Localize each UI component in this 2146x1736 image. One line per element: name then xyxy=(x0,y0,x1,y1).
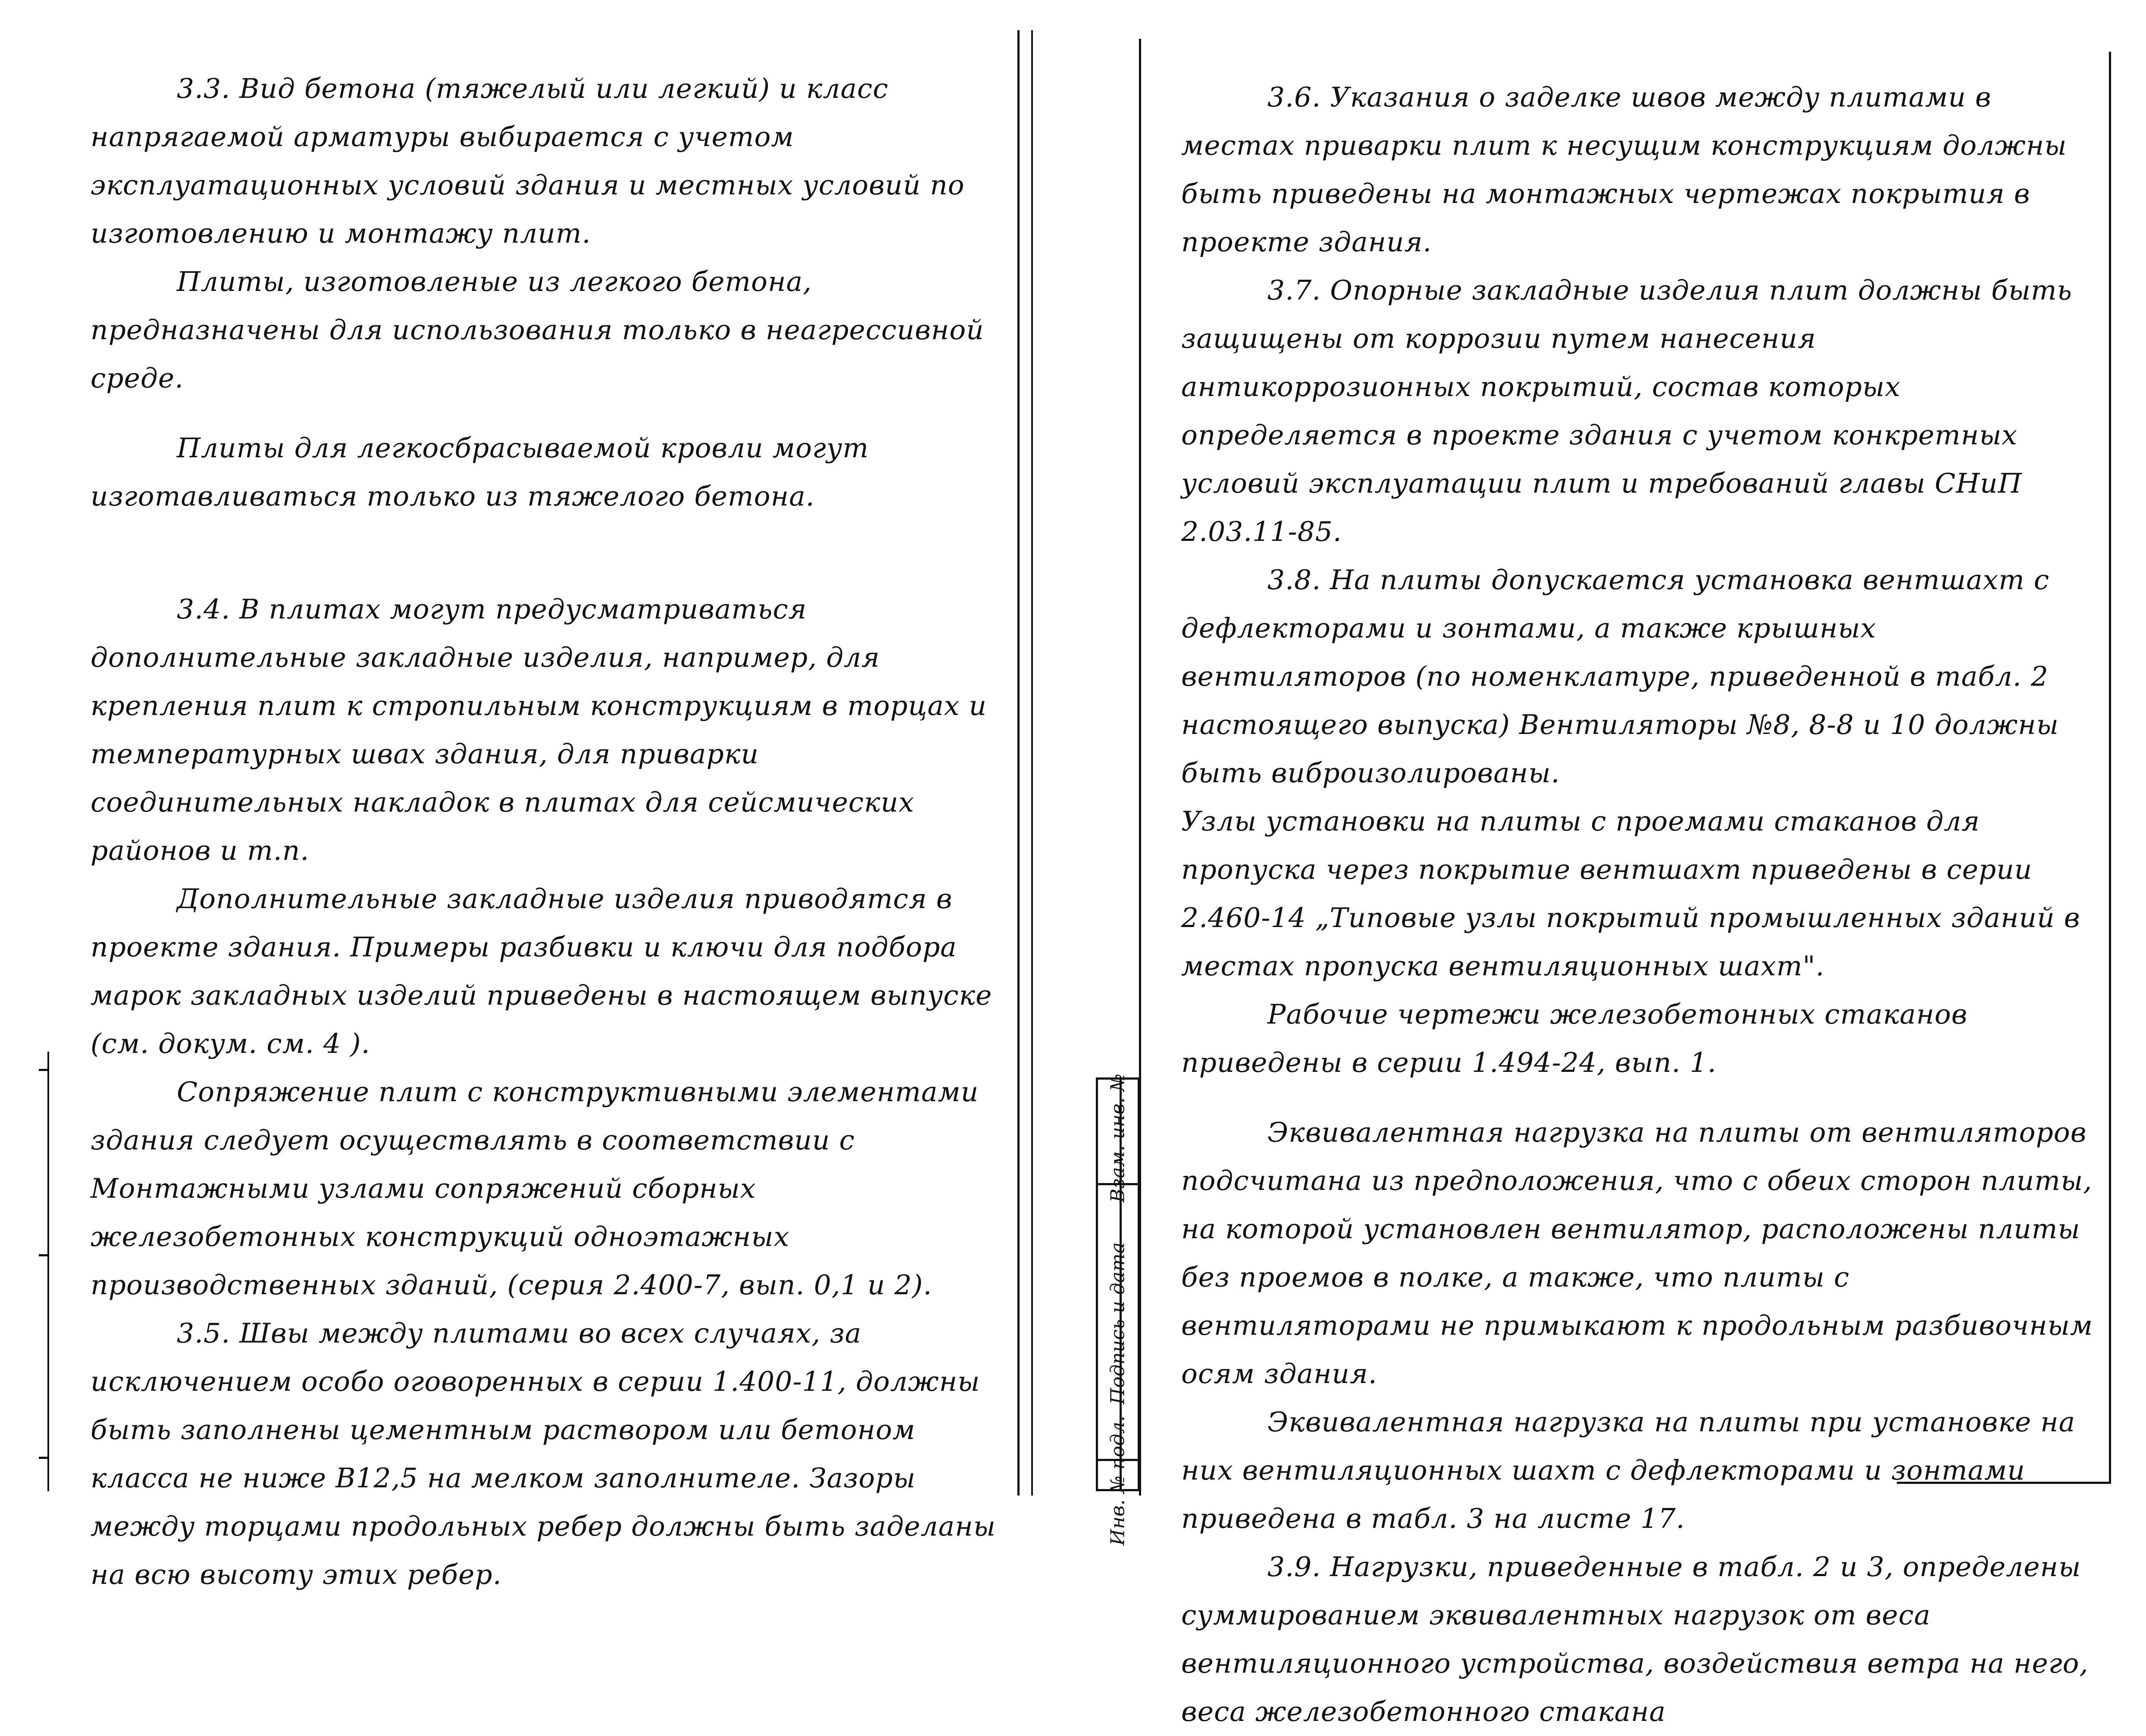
margin-tick xyxy=(39,1457,48,1459)
paragraph-3-8: 3.8. На плиты допускается установка вентшахт с дефлекторами и зонтами, а также крышных вентиляторов (по номенклатуре, приведенной в табл. 2 настоящего выпуска) Вентиляторы №8, 8-8 и 10 должны быть виброизолированы. xyxy=(1181,564,2059,789)
right-page-frame-right xyxy=(2109,52,2111,1483)
left-page-border-outer xyxy=(1031,30,1033,1496)
paragraph-3-9: 3.9. Нагрузки, приведенные в табл. 2 и 3, определены суммированием эквивалентных нагрузок от веса вентиляционного устройства, воздействия ветра на него, веса железобетонного стакана xyxy=(1181,1551,2089,1727)
stamp-label-inv-number: Инв. № подл. xyxy=(1107,1415,1129,1546)
paragraph-3-3: 3.3. Вид бетона (тяжелый или легкий) и класс напрягаемой арматуры выбирается с учетом эксплуатационных условий здания и местных условий по изготовлению и монтажу плит. xyxy=(91,73,965,249)
paragraph-3-4: 3.4. В плитах могут предусматриваться дополнительные закладные изделия, например, для крепления плит к стропильным конструкциям в торцах и температурных швах здания, для приварки соединительных накладок в плитах для сейсмических районов и т.п. xyxy=(91,593,987,866)
paragraph: Эквивалентная нагрузка на плиты при установке на них вентиляционных шахт с дефлекторами и зонтами приведена в табл. 3 на листе 17. xyxy=(1181,1406,2076,1534)
left-column-text xyxy=(91,65,1004,1599)
margin-tick xyxy=(39,1254,48,1256)
paragraph: Плиты, изготовленые из легкого бетона, предназначены для использования только в неагрессивной среде. xyxy=(91,266,984,394)
paragraph: Узлы установки на плиты с проемами стаканов для пропуска через покрытие вентшахт приведены в серии 2.460-14 „Типовые узлы покрытий промышленных зданий в местах пропуска вентиляционных шахт". xyxy=(1181,806,2080,982)
stamp-label-replaced-inv: Взам. инв. № xyxy=(1107,1073,1129,1203)
paragraph: Сопряжение плит с конструктивными элементами здания следует осуществлять в соответствии с Монтажными узлами сопряжений сборных железобетонных конструкций одноэтажных производственных зданий, (серия 2.400-7, вып. 0,1 и 2). xyxy=(91,1076,979,1301)
left-page-border xyxy=(1017,30,1020,1496)
stamp-label-signature-date: Подпись и дата xyxy=(1107,1242,1129,1405)
margin-tick xyxy=(39,1069,48,1071)
margin-rule xyxy=(47,1052,49,1491)
right-column-text xyxy=(1181,73,2104,1736)
side-stamp xyxy=(1096,1073,1140,1546)
paragraph-3-5: 3.5. Швы между плитами во всех случаях, за исключением особо оговоренных в серии 1.400-11, должны быть заполнены цементным раствором или бетоном класса не ниже В12,5 на мелком заполнителе. Зазоры между торцами продольных ребер должны быть заделаны на всю высоту этих ребер. xyxy=(91,1318,996,1590)
paragraph-3-6: 3.6. Указания о заделке швов между плитами в местах приварки плит к несущим конструкциям должны быть приведены на монтажных чертежах покрытия в проекте здания. xyxy=(1181,81,2067,258)
paragraph: Плиты для легкосбрасываемой кровли могут изготавливаться только из тяжелого бетона. xyxy=(91,432,869,512)
paragraph: Эквивалентная нагрузка на плиты от вентиляторов подсчитана из предположения, что с обеих сторон плиты, на которой установлен вентилятор, расположены плиты без проемов в полке, а также, что плиты с вентиляторами не примыкают к продольным разбивочным осям здания. xyxy=(1181,1117,2093,1389)
paragraph-3-7: 3.7. Опорные закладные изделия плит должны быть защищены от коррозии путем нанесения антикоррозионных покрытий, состав которых определяется в проекте здания с учетом конкретных условий эксплуатации плит и требований главы СНиП 2.03.11-85. xyxy=(1181,275,2072,547)
paragraph: Рабочие чертежи железобетонных стаканов приведены в серии 1.494-24, вып. 1. xyxy=(1181,999,1968,1078)
paragraph: Дополнительные закладные изделия приводятся в проекте здания. Примеры разбивки и ключи для подбора марок закладных изделий приведены в настоящем выпуске (см. докум. см. 4 ). xyxy=(91,883,992,1059)
